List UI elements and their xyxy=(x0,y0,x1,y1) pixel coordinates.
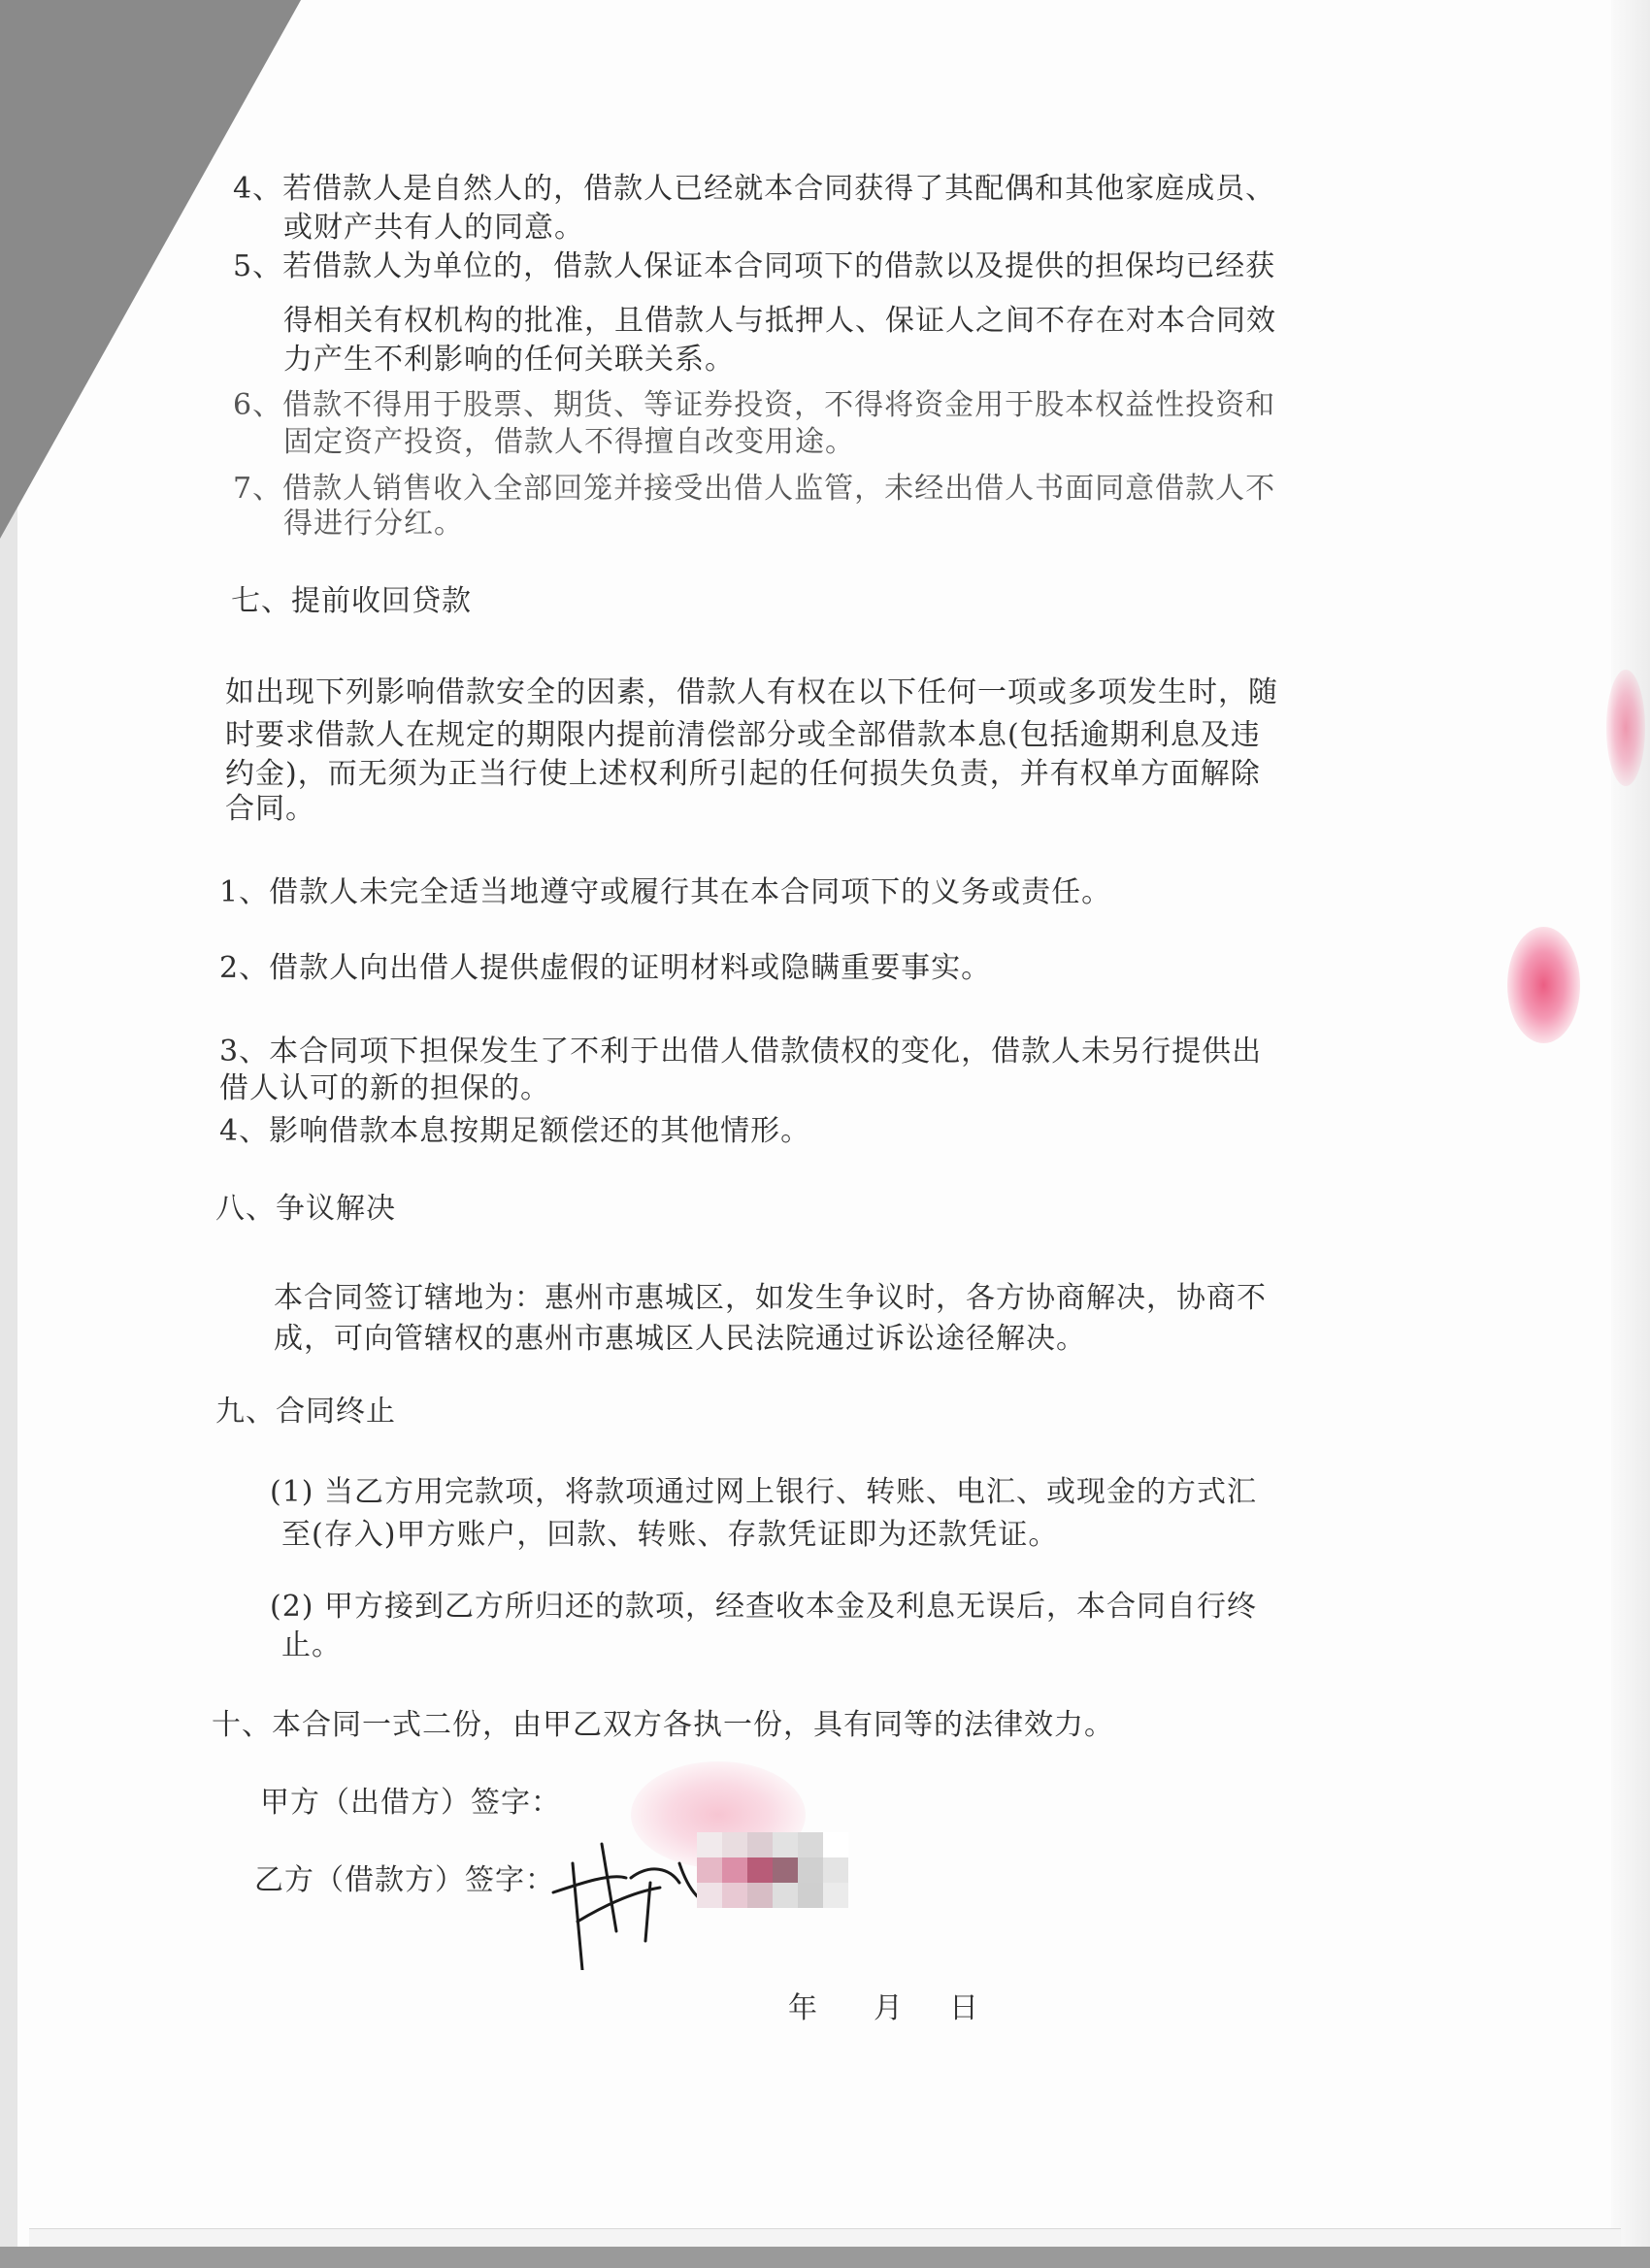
section-7-intro-line-3: 约金)，而无须为正当行使上述权利所引起的任何损失负责，并有权单方面解除 xyxy=(225,757,1261,791)
section-9-title: 九、合同终止 xyxy=(215,1395,396,1429)
section-8-body-line-1: 本合同签订辖地为：惠州市惠城区，如发生争议时，各方协商解决，协商不 xyxy=(274,1281,1267,1315)
fingerprint-right-edge xyxy=(1606,670,1645,786)
section-9-item-2-line-1: (2) 甲方接到乙方所归还的款项，经查收本金及利息无误后，本合同自行终 xyxy=(270,1590,1258,1624)
scanner-bed-band xyxy=(0,2247,1650,2268)
scan-edge-bottom xyxy=(29,2228,1621,2247)
section-7-item-3-line-1: 3、本合同项下担保发生了不利于出借人借款债权的变化，借款人未另行提供出 xyxy=(219,1035,1263,1068)
section-8-title: 八、争议解决 xyxy=(215,1192,396,1226)
section-9-item-2-line-2: 止。 xyxy=(281,1628,342,1662)
section-7-intro-line-4: 合同。 xyxy=(225,792,315,826)
clause-4-line-2: 或财产共有人的同意。 xyxy=(283,211,584,245)
section-7-item-3-line-2: 借人认可的新的担保的。 xyxy=(219,1071,550,1105)
redacted-name xyxy=(697,1832,848,1908)
date-month-label: 月 xyxy=(874,1991,904,2025)
clause-5-line-1: 5、若借款人为单位的，借款人保证本合同项下的借款以及提供的担保均已经获 xyxy=(233,249,1276,283)
party-a-signature-label: 甲方（出借方）签字： xyxy=(260,1786,561,1820)
clause-5-line-2: 得相关有权机构的批准，且借款人与抵押人、保证人之间不存在对本合同效 xyxy=(283,304,1276,338)
fingerprint-right-margin xyxy=(1507,927,1580,1043)
section-7-title: 七、提前收回贷款 xyxy=(231,584,472,618)
section-7-item-4: 4、影响借款本息按期足额偿还的其他情形。 xyxy=(219,1114,811,1148)
clause-7-line-2: 得进行分红。 xyxy=(283,507,464,541)
section-7-item-2: 2、借款人向出借人提供虚假的证明材料或隐瞒重要事实。 xyxy=(219,951,992,985)
clause-6-line-1: 6、借款不得用于股票、期货、等证券投资，不得将资金用于股本权益性投资和 xyxy=(233,388,1276,422)
handwritten-signature xyxy=(544,1824,718,1970)
scan-edge-right xyxy=(1611,0,1650,2268)
section-7-intro-line-1: 如出现下列影响借款安全的因素，借款人有权在以下任何一项或多项发生时，随 xyxy=(225,675,1278,709)
section-10-title: 十、本合同一式二份，由甲乙双方各执一份，具有同等的法律效力。 xyxy=(212,1708,1114,1742)
section-7-item-1: 1、借款人未完全适当地遵守或履行其在本合同项下的义务或责任。 xyxy=(219,875,1112,909)
clause-5-line-3: 力产生不利影响的任何关联关系。 xyxy=(283,343,735,377)
clause-7-line-1: 7、借款人销售收入全部回笼并接受出借人监管，未经出借人书面同意借款人不 xyxy=(233,472,1276,506)
clause-6-line-2: 固定资产投资，借款人不得擅自改变用途。 xyxy=(283,425,855,459)
date-year-label: 年 xyxy=(788,1991,818,2025)
clause-4-line-1: 4、若借款人是自然人的，借款人已经就本合同获得了其配偶和其他家庭成员、 xyxy=(233,172,1276,206)
section-8-body-line-2: 成，可向管辖权的惠州市惠城区人民法院通过诉讼途径解决。 xyxy=(274,1322,1086,1356)
date-day-label: 日 xyxy=(949,1991,979,2025)
section-7-intro-line-2: 时要求借款人在规定的期限内提前清偿部分或全部借款本息(包括逾期利息及违 xyxy=(225,718,1261,752)
party-b-signature-label: 乙方（借款方）签字： xyxy=(254,1863,555,1897)
section-9-item-1-line-2: 至(存入)甲方账户，回款、转账、存款凭证即为还款凭证。 xyxy=(281,1518,1059,1552)
section-9-item-1-line-1: (1) 当乙方用完款项，将款项通过网上银行、转账、电汇、或现金的方式汇 xyxy=(270,1475,1258,1509)
